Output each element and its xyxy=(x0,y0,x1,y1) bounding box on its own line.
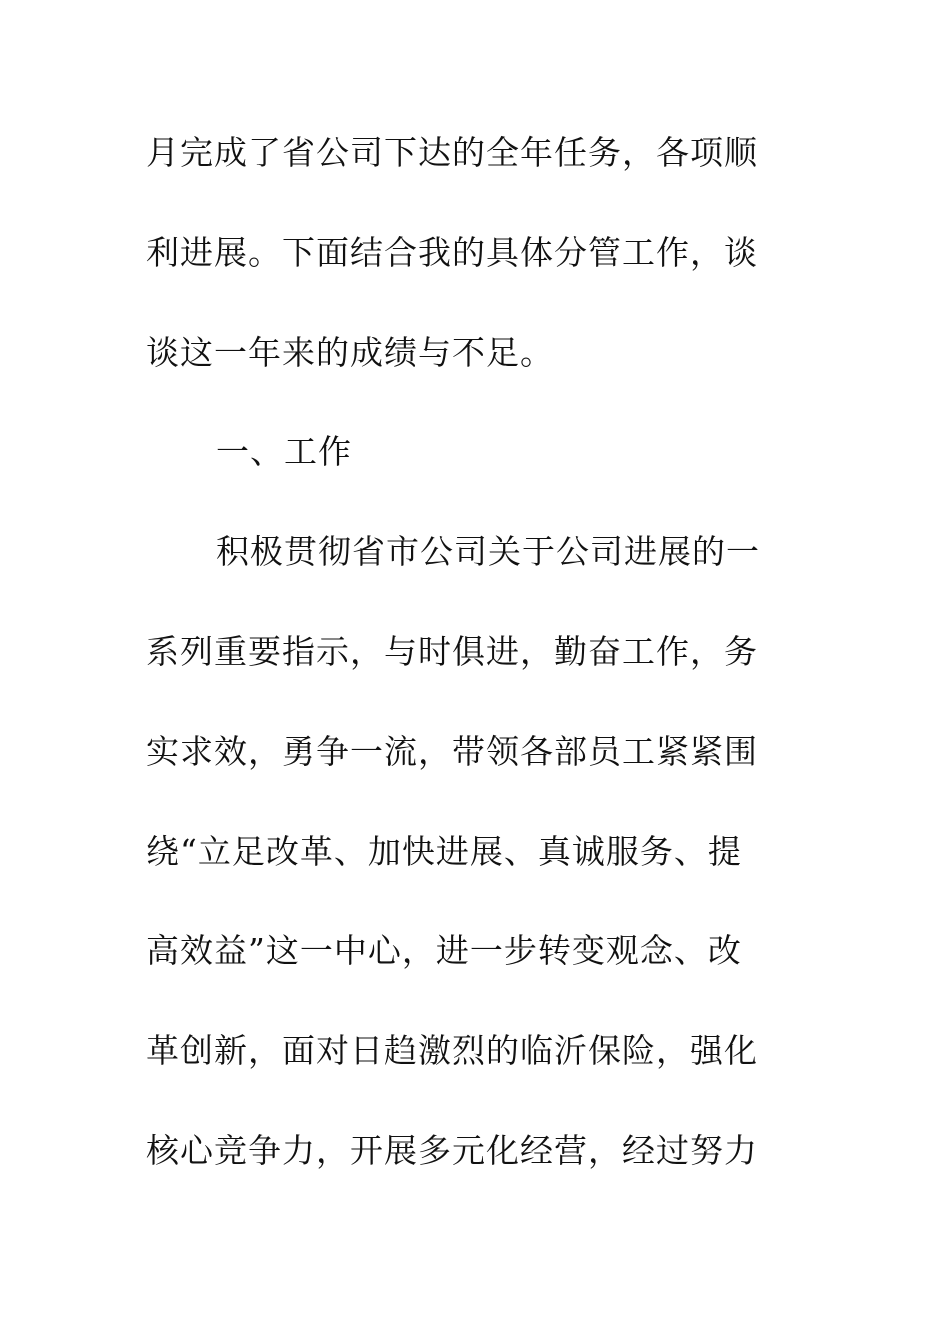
text-line-7: 实求效，勇争一流，带领各部员工紧紧围 xyxy=(146,731,758,771)
text-line-8: 绕“立足改革、加快进展、真诚服务、提 xyxy=(146,831,742,871)
text-line-10: 革创新，面对日趋激烈的临沂保险，强化 xyxy=(146,1031,758,1071)
text-line-5: 积极贯彻省市公司关于公司进展的一 xyxy=(216,532,760,572)
text-line-9: 高效益”这一中心，进一步转变观念、改 xyxy=(146,931,742,971)
text-line-6: 系列重要指示，与时俱进，勤奋工作，务 xyxy=(146,631,758,671)
text-line-3: 谈这一年来的成绩与不足。 xyxy=(146,332,554,372)
text-line-1: 月完成了省公司下达的全年任务，各项顺 xyxy=(146,133,758,172)
text-line-11: 核心竞争力，开展多元化经营，经过努力 xyxy=(146,1130,758,1170)
text-line-2: 利进展。下面结合我的具体分管工作，谈 xyxy=(146,232,758,272)
document-body xyxy=(146,120,786,1218)
section-heading: 一、工作 xyxy=(216,432,352,472)
